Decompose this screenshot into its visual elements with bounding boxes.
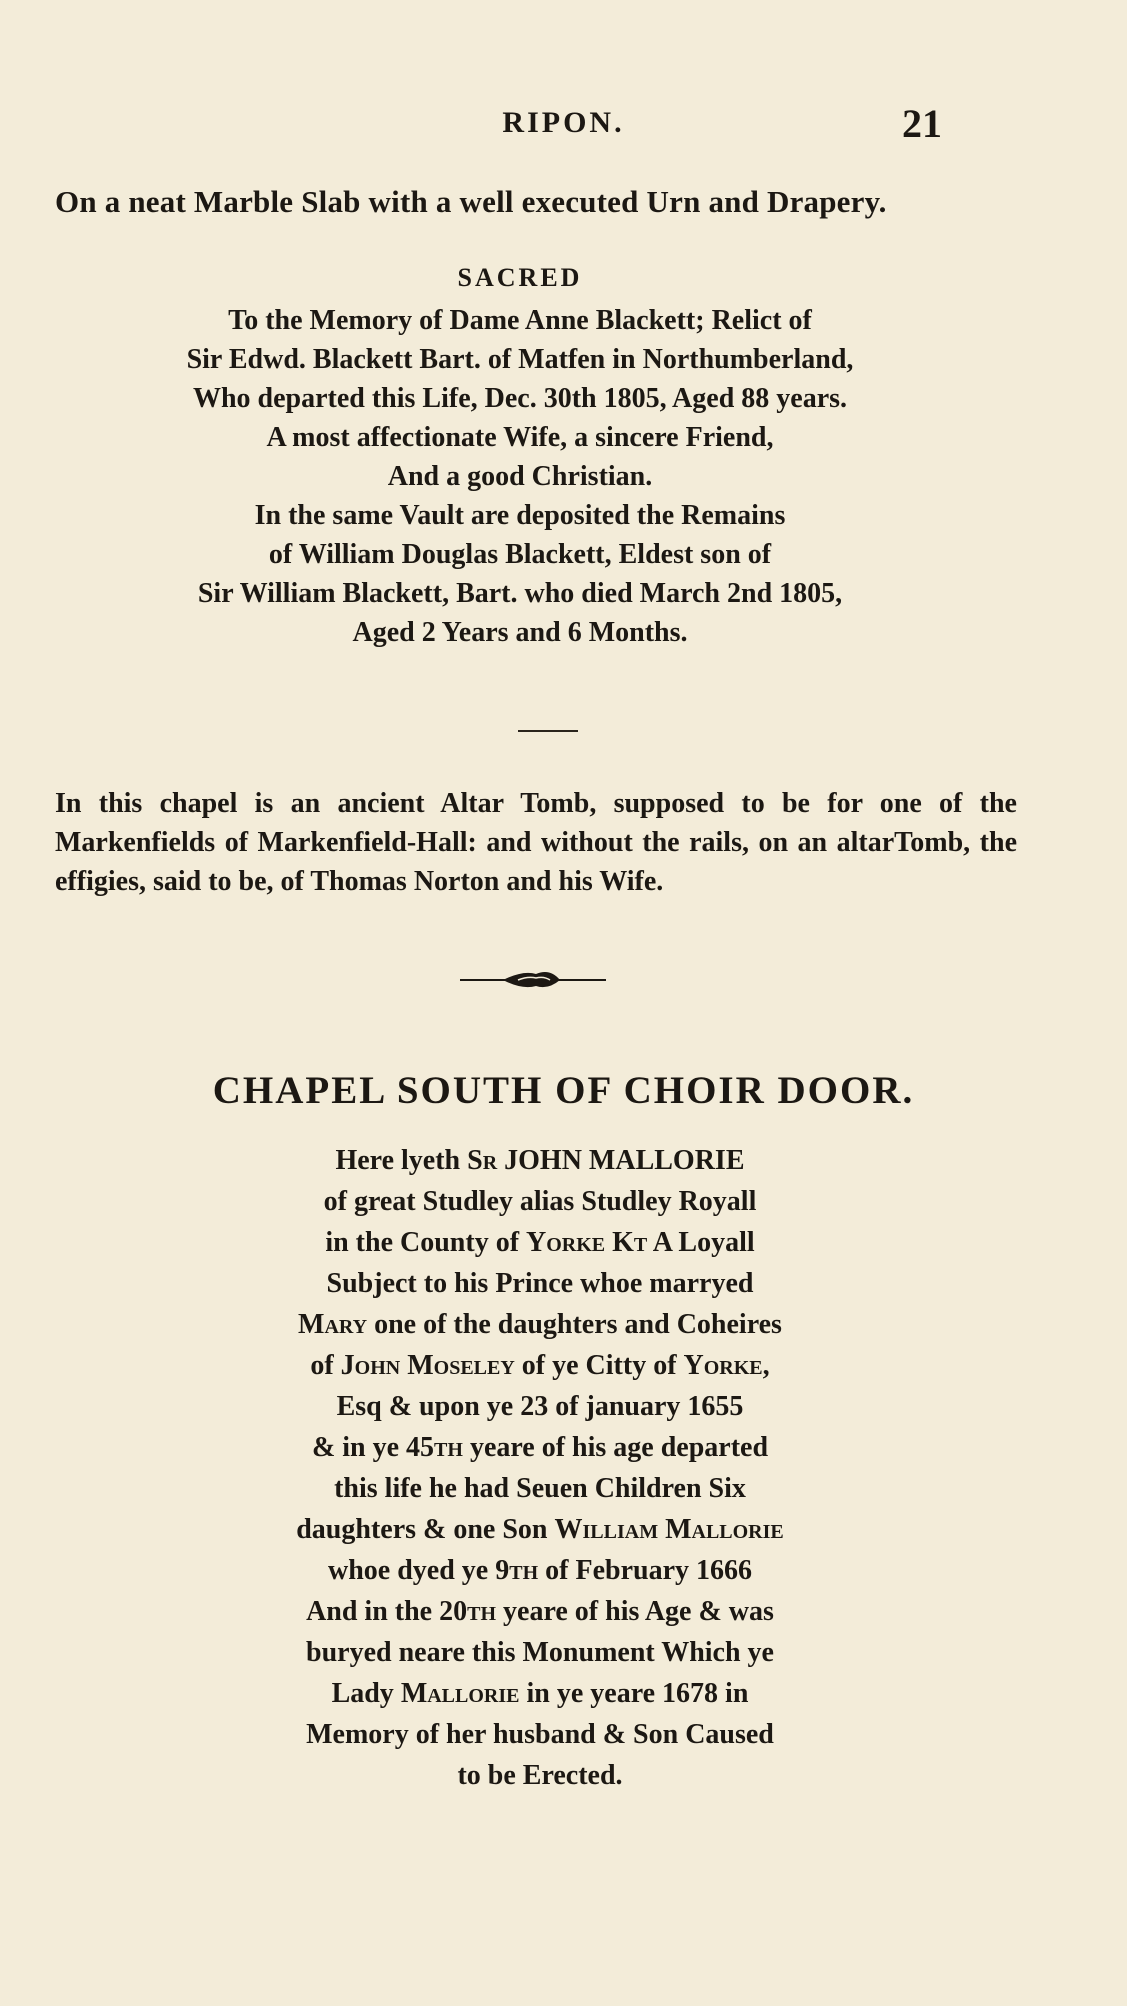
intro-line: On a neat Marble Slab with a well executed Urn and Drapery. [55,184,887,219]
epitaph-line: to be Erected. [457,1760,623,1791]
epitaph-line: Mary one of the daughters and Coheires [298,1309,782,1340]
epitaph-line: Subject to his Prince whoe marryed [326,1268,754,1299]
mallorie-epitaph [100,1140,980,1796]
inscription-line: In the same Vault are deposited the Remains [254,500,786,531]
epitaph-line: Lady Mallorie in ye yeare 1678 in [331,1678,749,1709]
page-number: 21 [902,101,942,146]
epitaph-line: Here lyeth Sr JOHN MALLORIE [335,1145,745,1176]
blackett-inscription [80,258,960,652]
epitaph-line: And in the 20th yeare of his Age & was [306,1596,774,1627]
inscription-line: To the Memory of Dame Anne Blackett; Relict of [228,305,812,336]
epitaph-line: of John Moseley of ye Citty of Yorke, [310,1350,770,1381]
section-rule [518,730,578,732]
inscription-line: Sir Edwd. Blackett Bart. of Matfen in Northumberland, [186,344,854,375]
epitaph-line: this life he had Seuen Children Six [334,1473,746,1504]
running-title: RIPON. [502,106,625,139]
inscription-line: And a good Christian. [387,461,653,492]
ornament-divider [458,964,608,994]
inscription-heading: SACRED [457,263,583,292]
epitaph-line: Esq & upon ye 23 of january 1655 [336,1391,744,1422]
inscription-line: A most affectionate Wife, a sincere Friend, [266,422,774,453]
epitaph-line: daughters & one Son William Mallorie [296,1514,784,1545]
inscription-line: Sir William Blackett, Bart. who died March 2nd 1805, [197,578,843,609]
epitaph-line: Memory of her husband & Son Caused [306,1719,774,1750]
epitaph-line: in the County of Yorke Kt A Loyall [325,1227,755,1258]
running-head [0,100,1127,150]
epitaph-line: whoe dyed ye 9th of February 1666 [328,1555,752,1586]
epitaph-line: buryed neare this Monument Which ye [306,1637,774,1668]
section-title: CHAPEL SOUTH OF CHOIR DOOR. [212,1069,915,1112]
epitaph-line: of great Studley alias Studley Royall [323,1186,757,1217]
inscription-line: Aged 2 Years and 6 Months. [352,617,688,648]
altar-tomb-paragraph: In this chapel is an ancient Altar Tomb, supposed to be for one of the Markenfields of Markenfield-Hall: and without the rails, on an altarTomb, the effigies, said to be, of Thomas Norton and his Wife. [55,788,1017,897]
inscription-line: of William Douglas Blackett, Eldest son of [268,539,772,570]
epitaph-line: & in ye 45th yeare of his age departed [311,1432,769,1463]
inscription-line: Who departed this Life, Dec. 30th 1805, Aged 88 years. [192,383,848,414]
